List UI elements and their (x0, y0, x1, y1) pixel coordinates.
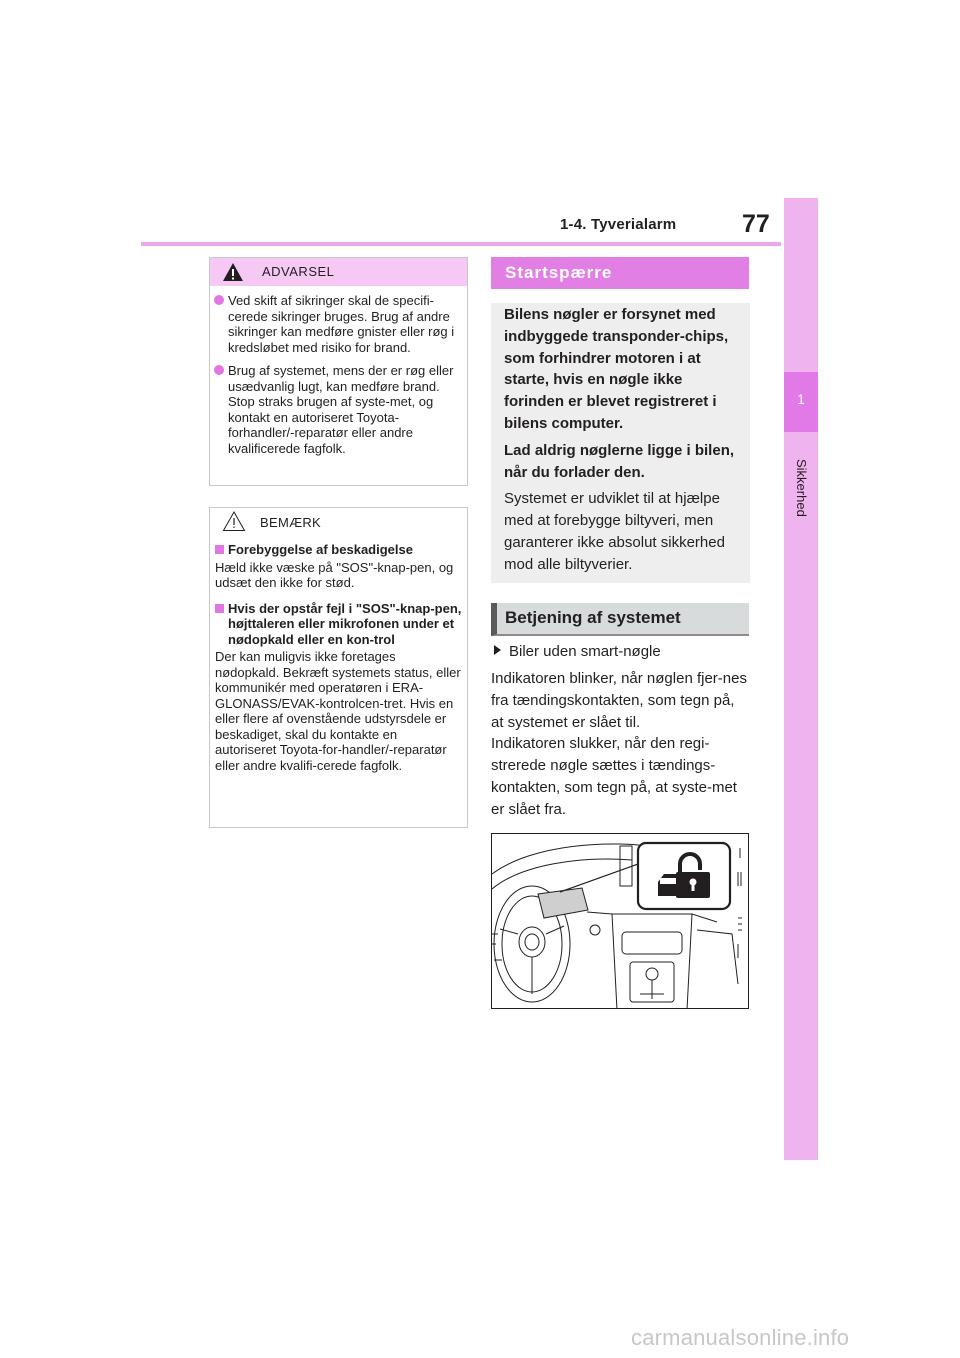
condition-item: Biler uden smart-nøgle (494, 643, 661, 660)
warning-list (214, 293, 460, 464)
caution-triangle-icon (222, 510, 246, 532)
section-title: 1-4. Tyverialarm (560, 216, 677, 233)
warning-item: Ved skift af sikringer skal de specifi-cerede sikringer bruges. Brug af andre sikringer kan medføre gnister eller røg i kredsløbet med risiko for brand. (214, 293, 460, 355)
note-body: Der kan muligvis ikke foretages nødopkald. Bekræft systemets status, eller kommunikér med operatøren i ERA-GLONASS/EVAK-kontrolcen-tret. Hvis en eller flere af ovenstående udstyrsdele er beskadiget, skal du kontakte en autoriseret Toyota-for-handler/-reparatør eller andre kvalifi-cerede fagfolk. (215, 649, 461, 773)
betjening-heading: Betjening af systemet (491, 603, 749, 636)
warning-header (210, 258, 467, 286)
triangle-bullet-icon (494, 645, 501, 655)
warning-triangle-icon (222, 262, 244, 282)
dashboard-drawing (492, 834, 749, 1009)
bullet-icon (214, 295, 224, 305)
chapter-title: Sikkerhed (794, 459, 809, 517)
dashboard-illustration (491, 833, 749, 1009)
bullet-icon (214, 365, 224, 375)
chapter-number: 1 (797, 391, 805, 407)
note-list (215, 542, 462, 783)
info-text (504, 306, 744, 576)
square-bullet-icon (215, 545, 224, 554)
info-bold-2: Lad aldrig nøglerne ligge i bilen, når du forlader den. (504, 441, 735, 481)
note-title: BEMÆRK (260, 515, 322, 530)
square-bullet-icon (215, 604, 224, 613)
operation-text-1: Indikatoren blinker, når nøglen fjer-nes fra tændingskontakten, som tegn på, at systemet er slået til. (491, 670, 747, 731)
chapter-side-tab (784, 198, 818, 1160)
info-bold-1: Bilens nøgler er forsynet med indbyggede transponder-chips, som forhindrer motoren i at starte, hvis en nøgle ikke forinden er blevet registreret i bilens computer. (504, 306, 729, 432)
header-divider (141, 242, 781, 246)
info-plain: Systemet er udviklet til at hjælpe med at forebygge biltyveri, men garanterer ikke absolut sikkerhed mod alle biltyverier. (504, 490, 725, 573)
warning-title: ADVARSEL (262, 264, 335, 279)
note-heading: Hvis der opstår fejl i "SOS"-knap-pen, højttaleren eller mikrofonen under et nødopkald eller en kon-trol (215, 601, 462, 648)
operation-text (491, 668, 751, 821)
startspaerre-heading: Startspærre (491, 257, 749, 289)
warning-item: Brug af systemet, mens der er røg eller usædvanlig lugt, kan medføre brand. Stop straks brugen af syste-met, og kontakt en autoriseret Toyota-forhandler/-reparatør eller andre kvalificerede fagfolk. (214, 363, 460, 456)
note-heading: Forebyggelse af beskadigelse (215, 542, 462, 558)
note-body: Hæld ikke væske på "SOS"-knap-pen, og udsæt den ikke for stød. (215, 559, 454, 590)
operation-text-2: Indikatoren slukker, når den regi-strerede nøgle sættes i tændings-kontakten, som tegn på, at syste-met er slået fra. (491, 735, 737, 818)
watermark: carmanualsonline.info (631, 1325, 850, 1350)
page-number: 77 (742, 210, 770, 238)
